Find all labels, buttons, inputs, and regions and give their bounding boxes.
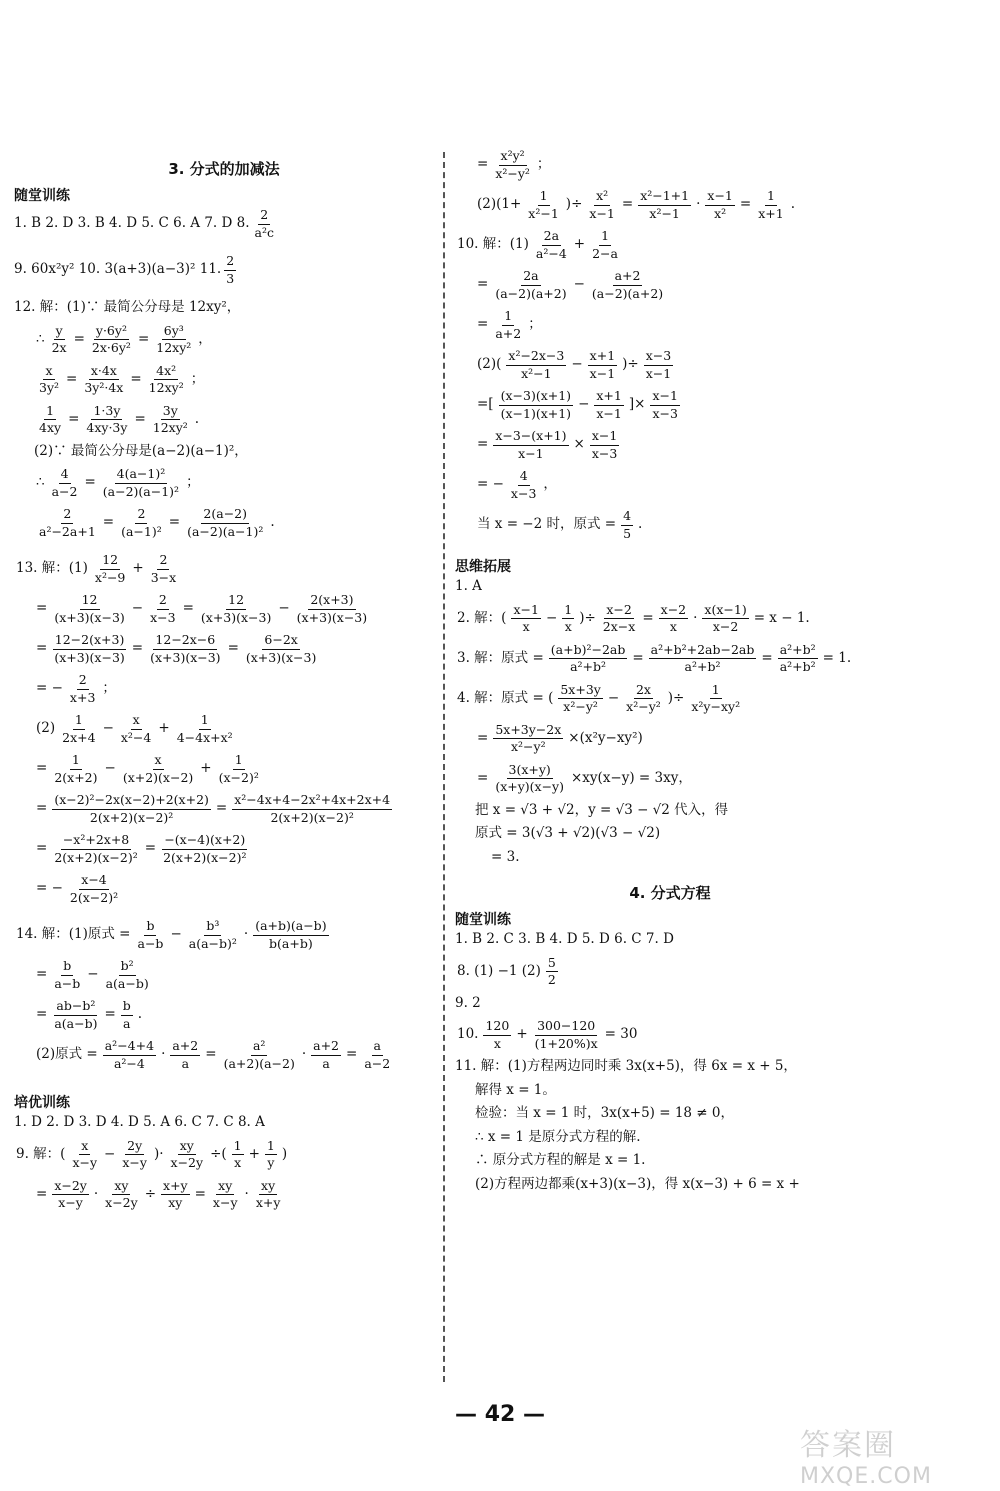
column-divider (443, 152, 445, 1382)
watermark-bottom: MXQE.COM (800, 1464, 932, 1489)
siwei-q4-step-e: = 3. (491, 848, 520, 865)
math-fraction: $\frac{x}{\text{3y²}}$ (39, 362, 60, 395)
math-fraction: $\frac{x-2}{2x-x}$ (602, 601, 636, 634)
section-title: 3. 分式的加减法 (168, 160, 280, 178)
math-text: = (215, 800, 228, 817)
math-fraction: $\frac{4}{x-3}$ (510, 468, 537, 501)
math-fraction: $\frac{x-1}{\text{x²}}$ (707, 188, 733, 221)
math-text: 10. (457, 1026, 479, 1043)
math-text: = (477, 436, 489, 453)
math-text: = (477, 769, 489, 786)
math-text: = − (36, 680, 63, 697)
math-fraction: $\frac{\text{4(a−1)²}}{\text{(a−2)(a−1)²}}$ (102, 466, 180, 499)
math-text: =[ (477, 396, 494, 413)
q12-step-c (14, 402, 434, 435)
answers-4-q9: 9. 2 (455, 994, 481, 1011)
math-fraction: $\frac{\text{x²y²}}{\text{x²−y²}}$ (495, 148, 530, 181)
math-fraction: $\frac{\text{4x²}}{\text{12xy²}}$ (148, 362, 184, 395)
math-text: = (134, 410, 146, 427)
math-text: = (477, 729, 489, 746)
math-fraction: $\frac{2}{\text{(a−1)²}}$ (121, 506, 162, 539)
answers-4-q8 (455, 954, 885, 987)
math-text: ]× (628, 396, 646, 413)
math-fraction: $\frac{x}{(x+2)(x-2)}$ (122, 752, 194, 785)
math-fraction: $\frac{2x}{\text{x²−y²}}$ (626, 681, 661, 714)
math-text: = 1. (822, 649, 852, 666)
math-text: (2) (36, 720, 56, 737)
q14-step-b (14, 1000, 434, 1030)
math-fraction: $\frac{3y}{\text{12xy²}}$ (152, 402, 188, 435)
q13-step-c (14, 674, 434, 704)
q13-step-f (14, 794, 434, 824)
q13-line (14, 554, 434, 584)
math-text: = − (36, 880, 63, 897)
q14-step-c (14, 1040, 434, 1070)
q14-step-a (14, 960, 434, 990)
math-fraction: $\frac{\text{y·6y²}}{\text{2x·6y²}}$ (91, 322, 131, 355)
math-fraction: $\frac{1}{y}$ (266, 1137, 275, 1170)
math-fraction: $\frac{1}{\text{x²y−xy²}}$ (691, 681, 741, 714)
math-text: = (642, 609, 654, 626)
q13-step-e (14, 754, 434, 784)
math-fraction: $\frac{xy}{x+y}$ (255, 1177, 281, 1210)
right-column (455, 150, 885, 1191)
math-fraction: $\frac{6-2x}{(x+3)(x-3)}$ (245, 632, 317, 665)
math-text: ； (528, 316, 542, 333)
math-text: ×xy(x−y) = 3xy， (571, 769, 692, 786)
math-text: )÷ (579, 609, 596, 626)
math-text: = (36, 840, 48, 857)
answers-4-q11-a: 解得 x = 1。 (475, 1081, 556, 1098)
math-fraction: $\frac{\text{6y³}}{\text{12xy²}}$ (156, 322, 192, 355)
math-fraction: $\frac{1}{a+2}$ (495, 308, 522, 341)
siwei-q4 (455, 681, 885, 714)
q12-step-b (14, 362, 434, 395)
math-fraction: $\frac{x-3}{x-1}$ (645, 348, 672, 381)
q14-line (14, 920, 434, 950)
math-fraction: $\frac{1}{2x+4}$ (62, 712, 96, 745)
math-text: − (104, 1145, 116, 1162)
math-text: ； (186, 474, 200, 491)
answers-4-q11-d: ∴ 原分式方程的解是 x = 1. (475, 1152, 646, 1168)
math-fraction: $\frac{x\cdot 4x}{\text{3y²·4x}}$ (84, 362, 124, 395)
math-text: )· (153, 1145, 164, 1162)
math-text: + (132, 560, 144, 577)
math-fraction: $\frac{-(x-4)(x+2)}{\text{2(x+2)(x−2)²}}$ (163, 832, 247, 865)
q13-step-d (14, 714, 434, 744)
q10-line (455, 230, 885, 260)
math-text: = (131, 640, 144, 657)
math-text: · (161, 1046, 166, 1063)
math-text: − (545, 609, 558, 626)
answers-4-q11-b: 检验：当 x = 1 时，3x(x+5) = 18 ≠ 0， (475, 1105, 734, 1121)
math-text: . (137, 1006, 143, 1023)
math-fraction: $\frac{b}{a}$ (122, 998, 131, 1031)
math-fraction: $\frac{4}{a-2}$ (51, 466, 78, 499)
math-fraction: $\frac{y}{2x}$ (51, 322, 67, 355)
math-text: ； (102, 680, 116, 697)
math-text: · (93, 1185, 99, 1202)
math-fraction: $\frac{1}{2-a}$ (592, 228, 618, 261)
math-text: = (36, 600, 48, 617)
math-fraction: $\frac{2}{x-3}$ (150, 592, 176, 625)
math-fraction: $\frac{x-4}{\text{2(x−2)²}}$ (69, 872, 119, 905)
math-text: = (182, 600, 194, 617)
math-fraction: $\frac{x-1}{x-3}$ (652, 388, 678, 421)
math-fraction: $\frac{x+1}{x-1}$ (589, 348, 616, 381)
math-fraction: $\frac{xy}{x-y}$ (212, 1177, 238, 1210)
math-text: − (104, 760, 116, 777)
q9-result (455, 150, 885, 180)
math-text: − (87, 966, 99, 983)
math-fraction: $\frac{\text{a²+b²+2ab−2ab}}{\text{a²+b²}}$ (650, 641, 755, 674)
math-fraction: $\frac{3(x+y)}{(x+y)(x-y)}$ (495, 761, 564, 794)
math-text: )÷ (622, 356, 639, 373)
math-fraction: $\frac{\text{x²−4x+4−2x²+4x+2x+4}}{\text{2(x+2)(x−2)²}}$ (234, 792, 391, 825)
math-text: × (573, 436, 585, 453)
math-text: = (621, 196, 634, 213)
math-fraction: $\frac{x}{\text{x²−4}}$ (120, 712, 152, 745)
math-text: )÷ (565, 196, 583, 213)
math-text: ； (536, 156, 551, 173)
math-text: = (130, 370, 142, 387)
math-text: ∴ (36, 474, 45, 491)
q9-line (14, 1137, 434, 1170)
math-text: = (477, 276, 489, 293)
q10-step-d (455, 390, 885, 420)
siwei-answer-1: 1. A (455, 578, 482, 594)
math-fraction: $\frac{120}{x}$ (485, 1018, 510, 1051)
subheading-suitang: 随堂训练 (14, 188, 70, 204)
siwei-q2 (455, 601, 885, 634)
q9-step-a (14, 1177, 434, 1210)
math-fraction: $\frac{x}{x-y}$ (72, 1137, 98, 1170)
math-text: 13. 解：(1) (16, 560, 88, 577)
math-fraction: $\frac{1}{\text{(x−2)²}}$ (218, 752, 259, 785)
math-fraction: $\frac{\text{a²}}{(a+2)(a-2)}$ (223, 1038, 295, 1071)
answers-4-line-1: 1. B 2. C 3. B 4. D 5. D 6. C 7. D (455, 931, 674, 947)
math-fraction: $\frac{x-1}{x}$ (513, 601, 539, 634)
math-text: 2. 解：( (457, 609, 507, 626)
q10-step-b (455, 310, 885, 340)
math-text: = (36, 640, 48, 657)
math-text: + (200, 760, 212, 777)
math-fraction: $\frac{4}{5}$ (623, 508, 632, 541)
peiyou-answers: 1. D 2. D 3. D 4. D 5. A 6. C 7. C 8. A (14, 1114, 265, 1130)
math-text: − (170, 926, 182, 943)
math-fraction: $\frac{2(x+3)}{(x+3)(x-3)}$ (296, 592, 368, 625)
subheading-siwei: 思维拓展 (455, 559, 511, 575)
q10-step-c (455, 350, 885, 380)
math-fraction: $\frac{1}{\text{x²−1}}$ (528, 188, 559, 221)
math-text: − (578, 396, 590, 413)
math-fraction: $\frac{\text{a²−4+4}}{\text{a²−4}}$ (104, 1038, 155, 1071)
math-fraction: $\frac{5x+3y-2x}{\text{x²−y²}}$ (495, 721, 562, 754)
math-text: = (632, 649, 644, 666)
q13-step-h (14, 874, 434, 904)
math-text: = (104, 1006, 116, 1023)
q13-step-g (14, 834, 434, 864)
math-fraction: $\frac{x-2y}{x-y}$ (54, 1177, 87, 1210)
math-text: ； (190, 370, 205, 387)
math-fraction: $\frac{1}{4xy}$ (39, 402, 62, 435)
math-text: 当 x = −2 时，原式 = (477, 516, 617, 533)
math-text: 14. 解：(1)原式 = (16, 926, 131, 943)
math-text: 4. 解：原式 = ( (457, 689, 554, 706)
math-text: = 30 (604, 1026, 638, 1043)
math-fraction: $\frac{x-1}{x-3}$ (591, 428, 618, 461)
math-text: 9. 解：( (16, 1145, 66, 1162)
math-text: · (301, 1046, 307, 1063)
math-fraction: $\frac{12}{\text{x²−9}}$ (94, 552, 126, 585)
math-fraction: $\frac{x+y}{xy}$ (163, 1177, 188, 1210)
math-fraction: $\frac{x-3-(x+1)}{x-1}$ (495, 428, 567, 461)
math-text: − (571, 356, 583, 373)
math-text: 10. 解：(1) (457, 236, 529, 253)
siwei-q4-step-c: 把 x = √3 + √2，y = √3 − √2 代入，得 (475, 801, 729, 818)
math-text: (2)原式 = (36, 1046, 98, 1063)
math-text: = (761, 649, 773, 666)
math-fraction: $\frac{xy}{x-2y}$ (105, 1177, 138, 1210)
math-fraction: $\frac{1}{2(x+2)}$ (54, 752, 98, 785)
answers-4-q11-e: (2)方程两边都乘(x+3)(x−3)，得 x(x−3) + 6 = x + (475, 1175, 800, 1192)
math-text: = (144, 840, 157, 857)
math-fraction: $\frac{\text{x²−1+1}}{\text{x²−1}}$ (640, 188, 690, 221)
math-text: = (477, 316, 489, 333)
math-text: = (168, 514, 181, 531)
math-fraction: $\frac{b}{a-b}$ (137, 918, 164, 951)
math-text: = (66, 370, 78, 387)
math-text: = (73, 330, 85, 347)
q12-step-a (14, 322, 434, 355)
math-fraction: $\frac{12}{(x+3)(x-3)}$ (200, 592, 272, 625)
math-text: )÷ (667, 689, 685, 706)
math-fraction: $\frac{x+1}{x-1}$ (596, 388, 622, 421)
math-fraction: $\frac{a+2}{a}$ (172, 1038, 199, 1071)
q13-step-a (14, 594, 434, 624)
math-fraction: $\frac{2}{\text{a²−2a+1}}$ (39, 506, 96, 539)
q12-part2: (2)∵ 最简公分母是(a−2)(a−1)²， (34, 442, 248, 459)
math-text: = (84, 474, 96, 491)
math-text: = − (477, 476, 504, 493)
siwei-q3 (455, 641, 885, 674)
math-fraction: $\frac{2y}{x-y}$ (122, 1137, 147, 1170)
math-text: = x − 1. (753, 609, 810, 626)
math-text: + (158, 720, 170, 737)
math-fraction: $\frac{5x+3y}{\text{x²−y²}}$ (560, 681, 601, 714)
math-text: 3. 解：原式 = (457, 649, 544, 666)
math-fraction: $\frac{b}{a-b}$ (54, 958, 81, 991)
math-fraction: $\frac{\text{−x²+2x+8}}{\text{2(x+2)(x−2)²}}$ (54, 832, 138, 865)
math-text: · (693, 609, 698, 626)
math-fraction: $\frac{\text{b³}}{\text{a(a−b)²}}$ (188, 918, 237, 951)
math-text: = (36, 966, 48, 983)
math-text: . (194, 410, 200, 427)
math-text: = (36, 760, 48, 777)
answers-4-q11-c: ∴ x = 1 是原分式方程的解. (475, 1128, 641, 1145)
page-number: — 42 — (455, 1402, 545, 1427)
math-text: = (227, 640, 239, 657)
math-fraction: $\frac{12-2(x+3)}{(x+3)(x-3)}$ (54, 632, 125, 665)
q10-step-a (455, 270, 885, 300)
math-fraction: $\frac{xy}{x-2y}$ (170, 1137, 204, 1170)
q10-step-f (455, 470, 885, 500)
math-fraction: $\frac{1\cdot 3y}{4xy\cdot 3y}$ (86, 402, 128, 435)
q12-line: 12. 解：(1)∵ 最简公分母是 12xy²， (14, 299, 241, 315)
math-fraction: $\frac{2}{3-x}$ (150, 552, 177, 585)
math-text: ， (198, 330, 212, 347)
math-text: ×(x²y−xy²) (568, 729, 643, 746)
math-text: · (696, 196, 701, 213)
math-text: = (346, 1046, 358, 1063)
q12-step-f (14, 508, 434, 538)
math-fraction: $\frac{300-120}{(1+20\%)x}$ (534, 1018, 598, 1051)
math-text: = (194, 1185, 206, 1202)
math-text: · (243, 926, 249, 943)
math-text: + (573, 236, 586, 253)
math-fraction: $\frac{2a}{\text{a²−4}}$ (535, 228, 567, 261)
math-fraction: $\frac{12}{(x+3)(x-3)}$ (54, 592, 125, 625)
math-fraction: $\frac{\text{x²}}{x-1}$ (589, 188, 615, 221)
math-text: ∴ (36, 330, 45, 347)
math-fraction: $\frac{1}{x}$ (233, 1137, 242, 1170)
math-fraction: $\frac{1}{x}$ (564, 601, 573, 634)
math-text: + (516, 1026, 528, 1043)
answers-4-q10 (455, 1020, 885, 1050)
math-text: − (131, 600, 144, 617)
left-column (14, 150, 434, 1210)
math-fraction: $\frac{a+2}{(a-2)(a+2)}$ (591, 268, 664, 301)
math-fraction: $\frac{(a+b)(a-b)}{b(a+b)}$ (255, 918, 327, 951)
math-fraction: $\frac{2a}{(a-2)(a+2)}$ (495, 268, 567, 301)
math-text: + (248, 1145, 260, 1162)
subheading-suitang-4: 随堂训练 (455, 912, 511, 928)
answers-4-q11: 11. 解：(1)方程两边同时乘 3x(x+5)，得 6x = x + 5， (455, 1058, 797, 1074)
math-text: (2)( (477, 356, 502, 373)
math-fraction: $\frac{\text{b²}}{a(a-b)}$ (105, 958, 149, 991)
math-text: = (137, 330, 150, 347)
math-fraction: $\frac{1}{\text{4−4x+x²}}$ (176, 712, 233, 745)
math-fraction: $\frac{12-2x-6}{(x+3)(x-3)}$ (150, 632, 221, 665)
math-text: . (270, 514, 275, 531)
math-text: ， (543, 476, 557, 493)
math-fraction: $\frac{2}{x+3}$ (69, 672, 96, 705)
math-fraction: $\frac{1}{x+1}$ (758, 188, 784, 221)
math-fraction: $\frac{\text{a²+b²}}{\text{a²+b²}}$ (779, 641, 816, 674)
subheading-peiyou: 培优训练 (14, 1095, 70, 1111)
q10-result (455, 510, 885, 540)
math-text: = (205, 1046, 217, 1063)
math-text: − (102, 720, 114, 737)
math-text: 8. (1) −1 (2) (457, 962, 541, 979)
math-fraction: $\frac{5}{2}$ (547, 954, 556, 987)
math-text: ÷ (144, 1185, 157, 1202)
siwei-q4-step-d: 原式 = 3(√3 + √2)(√3 − √2) (475, 825, 661, 841)
math-text: ) (281, 1145, 288, 1162)
math-fraction: $\frac{\text{ab−b²}}{a(a-b)}$ (54, 998, 98, 1031)
siwei-q4-step-b (455, 761, 885, 794)
math-text: = (102, 514, 115, 531)
math-fraction: $\frac{\text{x²−2x−3}}{\text{x²−1}}$ (508, 348, 565, 381)
math-text: = (36, 1185, 48, 1202)
math-fraction: $\frac{2(a-2)}{\text{(a−2)(a−1)²}}$ (187, 506, 264, 539)
q9-part2 (455, 190, 885, 220)
math-text: = (68, 410, 80, 427)
math-text: . (790, 196, 795, 213)
math-text: = (477, 156, 489, 173)
math-fraction: $\frac{(x-3)(x+1)}{(x-1)(x+1)}$ (500, 388, 572, 421)
math-text: − (278, 600, 290, 617)
math-fraction: $\frac{x(x-1)}{x-2}$ (704, 601, 747, 634)
math-fraction: $\frac{a+2}{a}$ (313, 1038, 340, 1071)
math-text: = (36, 800, 48, 817)
q12-step-e (14, 468, 434, 498)
math-text: (2)(1+ (477, 196, 522, 213)
math-fraction: $\frac{\text{(a+b)²−2ab}}{\text{a²+b²}}$ (550, 641, 626, 674)
math-text: · (244, 1185, 249, 1202)
math-text: − (607, 689, 620, 706)
math-fraction: $\frac{\text{(x−2)²−2x(x−2)+2(x+2)}}{\text{2(x+2)(x−2)²}}$ (54, 792, 209, 825)
math-text: . (638, 516, 643, 533)
answer-line-2: 9. 60x²y² 10. 3(a+3)(a−3)² 11. $\frac{2}{3}$ (14, 253, 235, 286)
watermark-top: 答案圈 (800, 1428, 896, 1463)
math-text: = (36, 1006, 48, 1023)
watermark-logo (800, 1420, 980, 1489)
answer-line-1: 1. B 2. D 3. B 4. D 5. C 6. A 7. D 8. $\frac{2}{\text{a²c}}$ (14, 207, 274, 240)
math-text: − (573, 276, 585, 293)
math-fraction: $\frac{a}{a-2}$ (364, 1038, 391, 1071)
math-text: ÷( (210, 1145, 227, 1162)
siwei-q4-step-a (455, 721, 885, 754)
q13-step-b (14, 634, 434, 664)
math-fraction: $\frac{x-2}{x}$ (660, 601, 687, 634)
section-title-4: 4. 分式方程 (629, 884, 711, 902)
math-text: = (739, 196, 752, 213)
q10-step-e (455, 430, 885, 460)
